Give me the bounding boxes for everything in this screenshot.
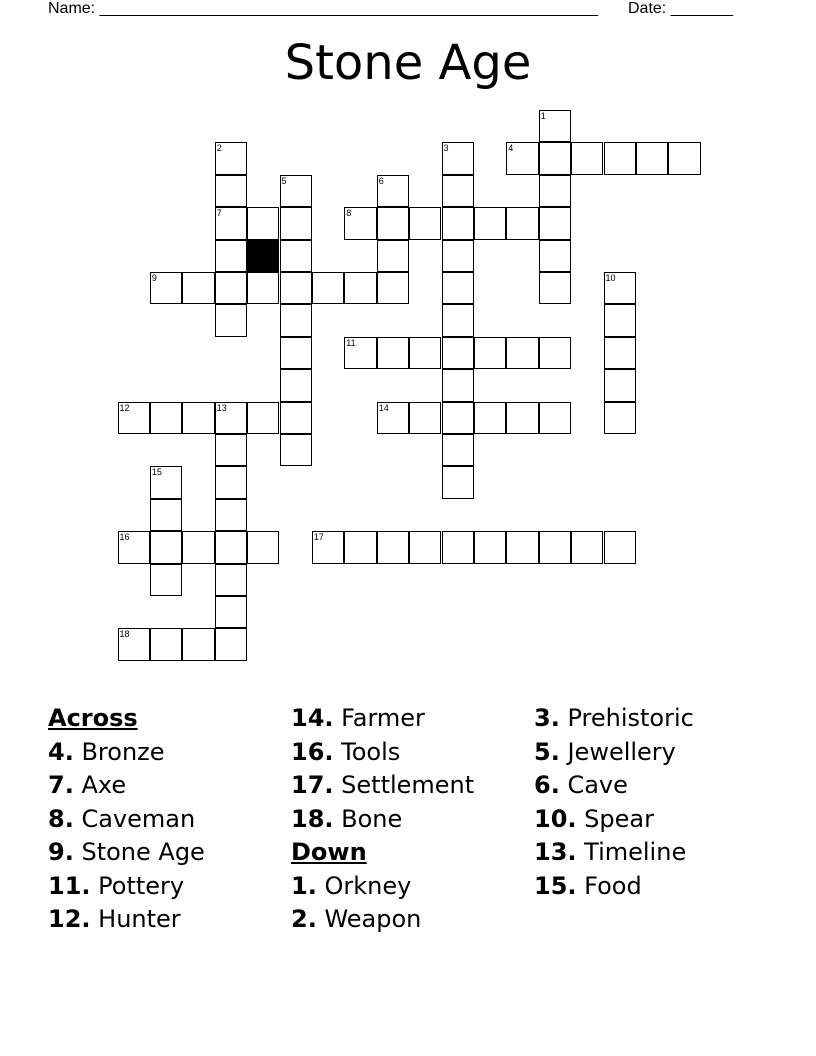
grid-cell[interactable] — [604, 304, 636, 336]
grid-cell[interactable] — [539, 142, 571, 174]
grid-cell[interactable] — [377, 402, 409, 434]
clue-column-1 — [48, 702, 288, 937]
clue-number: 8 — [346, 208, 352, 219]
clue-number: 12 — [119, 402, 130, 413]
clue-item-text: Food — [584, 871, 642, 900]
grid-cell[interactable] — [215, 142, 247, 174]
clue-item — [48, 870, 288, 904]
grid-cell[interactable] — [118, 531, 150, 563]
clue-item-number: 17. — [291, 771, 334, 799]
clue-number: 6 — [378, 175, 384, 186]
black-square — [247, 240, 279, 272]
clue-number: 2 — [216, 143, 222, 154]
clue-item-text: Prehistoric — [567, 704, 694, 732]
clue-item — [534, 702, 774, 736]
clue-item-text: Hunter — [98, 905, 181, 933]
grid-cell[interactable] — [118, 628, 150, 660]
grid-cell[interactable] — [215, 272, 247, 304]
grid-cell[interactable] — [280, 369, 312, 401]
grid-cell[interactable] — [409, 337, 441, 369]
clue-item-text: Cave — [567, 771, 628, 799]
grid-cell[interactable] — [604, 142, 636, 174]
grid-cell[interactable] — [215, 628, 247, 660]
grid-cell[interactable] — [344, 531, 376, 563]
clue-item-text: Weapon — [324, 905, 422, 933]
grid-cell[interactable] — [409, 402, 441, 434]
clue-item — [291, 769, 531, 803]
grid-cell[interactable] — [182, 402, 214, 434]
clue-item-number: 3. — [534, 704, 560, 732]
grid-cell[interactable] — [215, 434, 247, 466]
clue-item-number: 18. — [291, 804, 334, 833]
clue-item-number: 1. — [291, 871, 317, 900]
clue-number: 5 — [281, 175, 287, 186]
grid-cell[interactable] — [215, 564, 247, 596]
grid-cell[interactable] — [215, 304, 247, 336]
clue-item-number: 11. — [48, 871, 91, 900]
grid-cell[interactable] — [442, 240, 474, 272]
clue-item — [48, 803, 288, 837]
clue-heading: Down — [291, 838, 367, 866]
grid-cell[interactable] — [442, 272, 474, 304]
grid-cell[interactable] — [215, 240, 247, 272]
grid-cell[interactable] — [215, 499, 247, 531]
name-line[interactable]: Name: ________________________________________________________ — [48, 0, 598, 17]
grid-cell[interactable] — [280, 402, 312, 434]
grid-cell[interactable] — [344, 272, 376, 304]
grid-cell[interactable] — [442, 402, 474, 434]
grid-cell[interactable] — [539, 240, 571, 272]
grid-cell[interactable] — [474, 207, 506, 239]
grid-cell[interactable] — [215, 207, 247, 239]
grid-cell[interactable] — [215, 466, 247, 498]
grid-cell[interactable] — [377, 175, 409, 207]
grid-cell[interactable] — [442, 175, 474, 207]
clue-number: 4 — [508, 143, 514, 154]
grid-cell[interactable] — [442, 369, 474, 401]
grid-cell[interactable] — [604, 337, 636, 369]
clue-item-text: Bronze — [81, 737, 165, 766]
clue-item-number: 14. — [291, 704, 334, 732]
clue-item-text: Timeline — [584, 838, 687, 866]
grid-cell[interactable] — [280, 434, 312, 466]
grid-cell[interactable] — [474, 531, 506, 563]
grid-cell[interactable] — [312, 272, 344, 304]
grid-cell[interactable] — [539, 110, 571, 142]
grid-cell[interactable] — [377, 337, 409, 369]
grid-cell[interactable] — [636, 142, 668, 174]
grid-cell[interactable] — [506, 207, 538, 239]
clue-item-text: Bone — [341, 804, 403, 833]
grid-cell[interactable] — [215, 531, 247, 563]
clue-number: 9 — [151, 273, 157, 283]
clue-item-number: 5. — [534, 737, 560, 766]
grid-cell[interactable] — [377, 240, 409, 272]
clue-number: 10 — [605, 273, 616, 283]
date-line[interactable]: Date: _______ — [628, 0, 733, 17]
clue-number: 17 — [313, 532, 324, 543]
grid-cell[interactable] — [280, 240, 312, 272]
clue-number: 3 — [443, 143, 449, 154]
grid-cell[interactable] — [344, 337, 376, 369]
grid-cell[interactable] — [506, 402, 538, 434]
grid-cell[interactable] — [182, 531, 214, 563]
grid-cell[interactable] — [442, 207, 474, 239]
clue-number: 11 — [346, 337, 356, 348]
grid-cell[interactable] — [474, 402, 506, 434]
grid-cell[interactable] — [539, 175, 571, 207]
grid-cell[interactable] — [247, 272, 279, 304]
grid-cell[interactable] — [539, 337, 571, 369]
grid-cell[interactable] — [215, 402, 247, 434]
clue-number: 13 — [216, 402, 227, 413]
grid-cell[interactable] — [604, 272, 636, 304]
grid-cell[interactable] — [150, 628, 182, 660]
grid-cell[interactable] — [377, 531, 409, 563]
puzzle-title: Stone Age — [284, 35, 532, 91]
grid-cell[interactable] — [442, 304, 474, 336]
clue-number: 7 — [216, 208, 222, 219]
grid-cell[interactable] — [247, 402, 279, 434]
grid-cell[interactable] — [604, 369, 636, 401]
grid-cell[interactable] — [150, 466, 182, 498]
clue-item-text: Axe — [81, 771, 127, 799]
clue-item-number: 7. — [48, 771, 74, 799]
grid-cell[interactable] — [539, 207, 571, 239]
clue-number: 15 — [151, 467, 162, 478]
clue-item-text: Farmer — [341, 704, 425, 732]
clue-number: 1 — [540, 111, 546, 121]
grid-cell[interactable] — [668, 142, 700, 174]
clue-item-text: Settlement — [341, 771, 475, 799]
clue-column-2 — [291, 702, 531, 937]
clue-column-3 — [534, 702, 774, 903]
grid-cell[interactable] — [215, 596, 247, 628]
grid-cell[interactable] — [539, 531, 571, 563]
grid-cell[interactable] — [442, 142, 474, 174]
grid-cell[interactable] — [571, 142, 603, 174]
clue-item-number: 9. — [48, 838, 74, 866]
clue-item — [291, 702, 531, 736]
grid-cell[interactable] — [474, 337, 506, 369]
clue-item-text: Stone Age — [81, 838, 205, 866]
clue-number: 16 — [119, 532, 130, 543]
clue-item — [534, 769, 774, 803]
grid-cell[interactable] — [150, 402, 182, 434]
clue-item-number: 12. — [48, 905, 91, 933]
grid-cell[interactable] — [150, 272, 182, 304]
clue-item — [291, 903, 531, 937]
grid-cell[interactable] — [377, 207, 409, 239]
clue-heading: Across — [48, 704, 138, 732]
clue-item-number: 6. — [534, 771, 560, 799]
grid-cell[interactable] — [377, 272, 409, 304]
clue-item — [48, 836, 288, 870]
grid-cell[interactable] — [150, 499, 182, 531]
grid-cell[interactable] — [442, 434, 474, 466]
clue-item-text: Jewellery — [567, 737, 676, 766]
clue-item-number: 16. — [291, 737, 334, 766]
clue-item — [291, 803, 531, 837]
grid-cell[interactable] — [442, 531, 474, 563]
grid-cell[interactable] — [280, 272, 312, 304]
grid-cell[interactable] — [604, 531, 636, 563]
grid-cell[interactable] — [442, 466, 474, 498]
grid-cell[interactable] — [539, 402, 571, 434]
clue-item-number: 13. — [534, 838, 577, 866]
clue-item — [534, 870, 774, 904]
clue-item — [534, 836, 774, 870]
clue-number: 14 — [378, 402, 389, 413]
clue-item — [534, 736, 774, 770]
grid-cell[interactable] — [506, 337, 538, 369]
grid-cell[interactable] — [182, 628, 214, 660]
grid-cell[interactable] — [571, 531, 603, 563]
grid-cell[interactable] — [215, 175, 247, 207]
clue-item-number: 4. — [48, 737, 74, 766]
grid-cell[interactable] — [442, 337, 474, 369]
clue-item-number: 2. — [291, 905, 317, 933]
clue-item-number: 10. — [534, 804, 577, 833]
grid-cell[interactable] — [409, 531, 441, 563]
grid-cell[interactable] — [247, 207, 279, 239]
grid-cell[interactable] — [280, 175, 312, 207]
clue-item — [291, 870, 531, 904]
clue-item — [48, 736, 288, 770]
grid-cell[interactable] — [280, 304, 312, 336]
clue-item-number: 8. — [48, 804, 74, 833]
clue-item-text: Caveman — [81, 804, 196, 833]
grid-cell[interactable] — [280, 337, 312, 369]
grid-cell[interactable] — [247, 531, 279, 563]
grid-cell[interactable] — [506, 142, 538, 174]
clue-item-text: Tools — [341, 737, 401, 766]
grid-cell[interactable] — [409, 207, 441, 239]
clue-item-number: 15. — [534, 871, 577, 900]
clue-item — [534, 803, 774, 837]
grid-cell[interactable] — [312, 531, 344, 563]
grid-cell[interactable] — [604, 402, 636, 434]
grid-cell[interactable] — [150, 564, 182, 596]
clue-number: 18 — [119, 629, 130, 640]
grid-cell[interactable] — [118, 402, 150, 434]
grid-cell[interactable] — [506, 531, 538, 563]
clue-item-text: Orkney — [324, 871, 412, 900]
clue-item-text: Pottery — [98, 871, 185, 900]
clue-item — [48, 903, 288, 937]
grid-cell[interactable] — [344, 207, 376, 239]
clue-item — [291, 736, 531, 770]
grid-cell[interactable] — [539, 272, 571, 304]
grid-cell[interactable] — [182, 272, 214, 304]
clue-item — [48, 769, 288, 803]
grid-cell[interactable] — [150, 531, 182, 563]
grid-cell[interactable] — [280, 207, 312, 239]
clue-item-text: Spear — [584, 804, 654, 833]
